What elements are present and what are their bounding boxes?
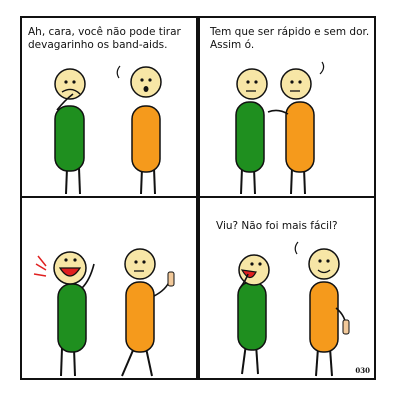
panel-1-art: [22, 18, 198, 198]
strip-number: 030: [355, 366, 370, 375]
green-character: [238, 255, 269, 374]
panel-2: [198, 16, 376, 198]
panel-1: [20, 16, 198, 198]
panel-2-caption: Tem que ser rápido e sem dor. Assim ó.: [210, 26, 370, 51]
panel-4: [198, 196, 376, 380]
orange-character: [309, 249, 349, 376]
panel-4-art: [200, 198, 376, 380]
green-character: [55, 69, 85, 194]
orange-character: [131, 67, 161, 194]
orange-character: [268, 69, 314, 194]
panel-3: [20, 196, 198, 380]
green-character: [236, 69, 267, 194]
panel-3-art: [22, 198, 198, 380]
panel-2-art: [200, 18, 376, 198]
panel-1-caption: Ah, cara, você não pode tirar devagarinho os band-aids.: [28, 26, 181, 51]
panel-4-caption: Viu? Não foi mais fácil?: [216, 220, 338, 232]
orange-character: [122, 249, 174, 376]
green-character: [54, 252, 94, 376]
